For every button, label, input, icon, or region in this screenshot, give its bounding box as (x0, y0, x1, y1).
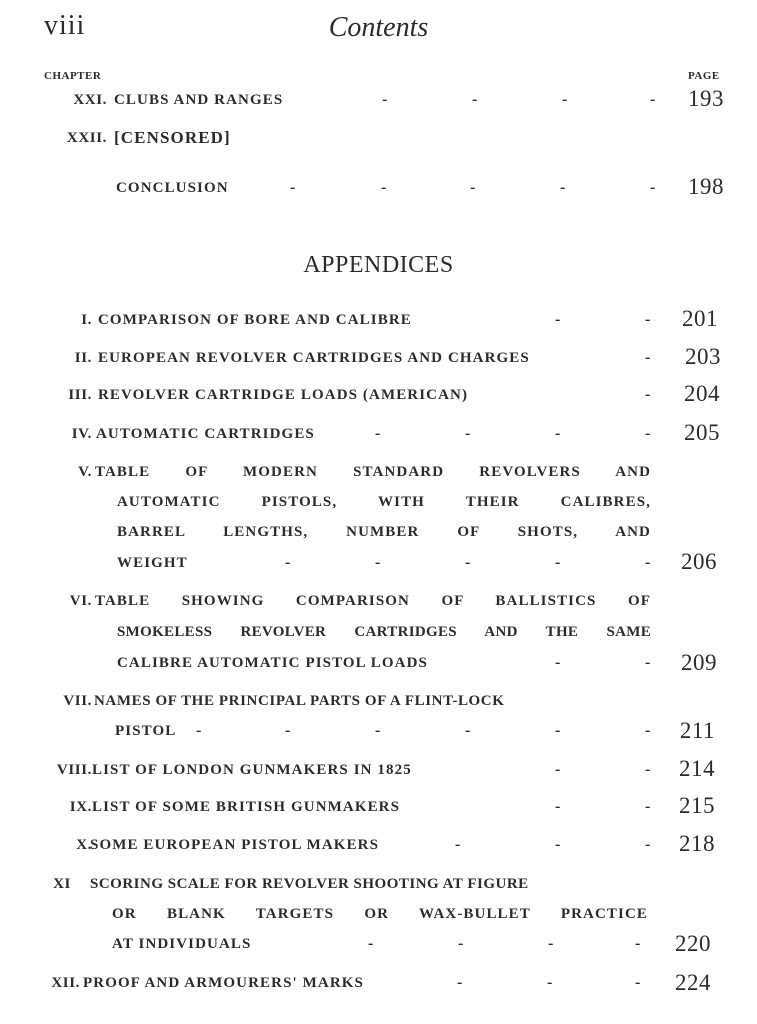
appendix-number: XII. (51, 975, 80, 991)
appendix-number: VIII. (56, 762, 92, 778)
leader-dot: - (470, 179, 476, 196)
appendix-title: EUROPEAN REVOLVER CARTRIDGES AND CHARGES (98, 350, 530, 366)
page-number: 214 (679, 756, 715, 781)
page-number: 220 (675, 931, 711, 956)
page-number: 198 (688, 174, 724, 199)
leader-dot: - (555, 554, 561, 571)
chapter-column-label: CHAPTER (44, 70, 102, 82)
leader-dot: - (547, 974, 553, 991)
leader-dot: - (555, 836, 561, 853)
page-number: 224 (675, 970, 711, 995)
leader-dot: - (472, 91, 478, 108)
chapter-title: [CENSORED] (114, 128, 231, 147)
leader-dot: - (458, 935, 464, 952)
leader-dot: - (375, 425, 381, 442)
appendix-number: X. (76, 837, 92, 853)
leader-dot: - (560, 179, 566, 196)
appendix-title-line: TABLE OF MODERN STANDARD REVOLVERS AND (95, 464, 651, 480)
appendix-number: IV. (71, 426, 92, 442)
running-title: Contents (328, 12, 429, 43)
appendix-title: AUTOMATIC CARTRIDGES (96, 426, 315, 442)
page-number: 211 (679, 718, 715, 743)
appendix-title-line: BARREL LENGTHS, NUMBER OF SHOTS, AND (117, 524, 651, 540)
page-folio: viii (44, 10, 86, 41)
appendix-title: LIST OF SOME BRITISH GUNMAKERS (92, 799, 401, 815)
leader-dot: - (555, 425, 561, 442)
leader-dot: - (381, 179, 387, 196)
chapter-title: CONCLUSION (116, 180, 229, 196)
leader-dot: - (645, 349, 651, 366)
appendix-number: IX. (69, 799, 92, 815)
page-number: 218 (679, 831, 715, 856)
page-number: 209 (681, 650, 717, 675)
page-number: 204 (684, 381, 720, 406)
leader-dot: - (650, 179, 656, 196)
leader-dot: - (285, 722, 291, 739)
leader-dot: - (555, 798, 561, 815)
appendix-number: VII. (63, 693, 92, 709)
leader-dot: - (555, 722, 561, 739)
chapter-number: XXI. (73, 92, 107, 108)
leader-dot: - (562, 91, 568, 108)
page-number: 193 (688, 86, 724, 111)
appendix-title-line: AUTOMATIC PISTOLS, WITH THEIR CALIBRES, (117, 494, 651, 510)
leader-dot: - (455, 836, 461, 853)
appendix-title-line: TABLE SHOWING COMPARISON OF BALLISTICS OF (95, 593, 651, 609)
page-number: 205 (684, 420, 720, 445)
appendix-title-line: PISTOL (115, 723, 177, 739)
page-number: 215 (679, 793, 715, 818)
leader-dot: - (368, 935, 374, 952)
appendix-number: II. (74, 350, 92, 366)
page-number: 203 (685, 344, 721, 369)
leader-dot: - (555, 761, 561, 778)
leader-dot: - (290, 179, 296, 196)
appendix-title: COMPARISON OF BORE AND CALIBRE (98, 312, 412, 328)
leader-dot: - (375, 554, 381, 571)
appendix-title-line: AT INDIVIDUALS (112, 936, 252, 952)
appendix-title-line: OR BLANK TARGETS OR WAX-BULLET PRACTICE (112, 906, 648, 922)
leader-dot: - (645, 836, 651, 853)
appendix-title-line: SCORING SCALE FOR REVOLVER SHOOTING AT FIGURE (90, 876, 529, 892)
leader-dot: - (465, 425, 471, 442)
appendix-title-line: WEIGHT (117, 555, 188, 571)
leader-dot: - (645, 798, 651, 815)
leader-dot: - (645, 386, 651, 403)
appendix-title-line: SMOKELESS REVOLVER CARTRIDGES AND THE SAME (117, 624, 651, 640)
page-number: 201 (682, 306, 718, 331)
appendix-number: I. (81, 312, 92, 328)
page-column-label: PAGE (688, 70, 720, 82)
page-number: 206 (681, 549, 717, 574)
appendix-number: V. (78, 464, 92, 480)
leader-dot: - (375, 722, 381, 739)
appendix-title: REVOLVER CARTRIDGE LOADS (AMERICAN) (98, 387, 469, 403)
appendices-heading: APPENDICES (303, 252, 454, 278)
leader-dot: - (465, 554, 471, 571)
leader-dot: - (555, 311, 561, 328)
leader-dot: - (635, 974, 641, 991)
appendix-number: III. (68, 387, 92, 403)
leader-dot: - (196, 722, 202, 739)
leader-dot: - (645, 554, 651, 571)
leader-dot: - (635, 935, 641, 952)
leader-dot: - (285, 554, 291, 571)
leader-dot: - (645, 425, 651, 442)
leader-dot: - (465, 722, 471, 739)
leader-dot: - (645, 722, 651, 739)
leader-dot: - (382, 91, 388, 108)
appendix-title-line: NAMES OF THE PRINCIPAL PARTS OF A FLINT-LOCK (94, 693, 505, 709)
leader-dot: - (555, 654, 561, 671)
appendix-title: LIST OF LONDON GUNMAKERS IN 1825 (92, 762, 412, 778)
leader-dot: - (650, 91, 656, 108)
leader-dot: - (645, 654, 651, 671)
appendix-title: SOME EUROPEAN PISTOL MAKERS (90, 837, 380, 853)
leader-dot: - (457, 974, 463, 991)
leader-dot: - (645, 761, 651, 778)
appendix-title-line: CALIBRE AUTOMATIC PISTOL LOADS (117, 655, 428, 671)
leader-dot: - (645, 311, 651, 328)
appendix-number: XI (53, 876, 71, 892)
appendix-title: PROOF AND ARMOURERS' MARKS (83, 975, 364, 991)
chapter-title: CLUBS AND RANGES (114, 92, 284, 108)
leader-dot: - (548, 935, 554, 952)
chapter-number: XXII. (66, 130, 107, 146)
appendix-number: VI. (69, 593, 92, 609)
